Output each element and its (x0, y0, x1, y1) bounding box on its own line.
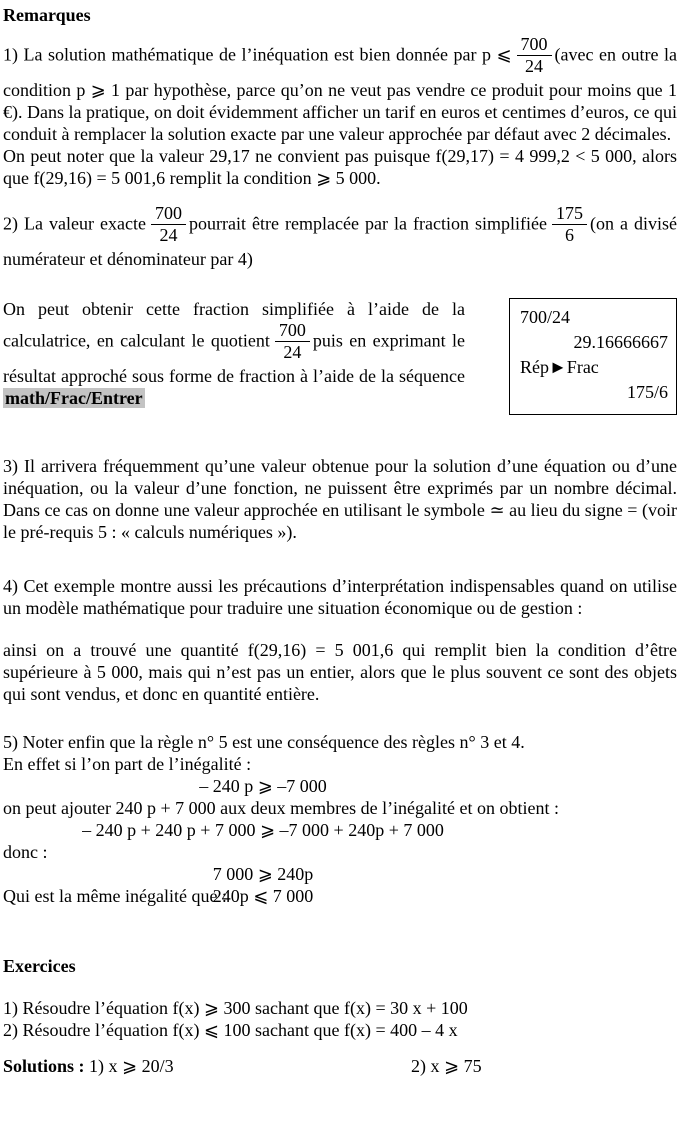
exercise-list (3, 997, 677, 1041)
equation-1: – 240 p ⩾ –7 000 (199, 776, 327, 796)
paragraph-4: 4) Cet exemple montre aussi les précautions d’interprétation indispensables quand on utilise un modèle mathématique pour traduire une situation économique ou de gestion : (3, 576, 677, 618)
fraction-700-24: $\frac{700}{24}$ (275, 320, 310, 365)
solutions-line (3, 1055, 677, 1077)
paragraph-5-line3: on peut ajouter 240 p + 7 000 aux deux membres de l’inégalité et on obtient : (3, 798, 560, 818)
paragraph-5-line4: donc : (3, 842, 48, 862)
calculator-screen-box (509, 298, 677, 415)
solution-2: 2) x ⩾ 75 (411, 1056, 482, 1076)
exercise-2: 2) Résoudre l’équation f(x) ⩽ 100 sachant que f(x) = 400 – 4 x (3, 1020, 458, 1040)
calculator-section (3, 298, 677, 415)
equation-4: 240p ⩽ 7 000 (212, 886, 314, 906)
equation-3: 7 000 ⩾ 240p (212, 864, 314, 884)
key-sequence-highlight: math/Frac/Entrer (5, 388, 143, 408)
solutions-label: Solutions : (3, 1056, 85, 1076)
equation-4-label: Qui est la même inégalité que : (3, 886, 227, 906)
equation-4-line (3, 885, 523, 907)
document-page (3, 4, 677, 1077)
paragraph-1-tail: (avec en outre la condition p ⩾ 1 par hypothèse, parce qu’on ne veut pas vendre ce produit pour moins que 1 €). Dans la pratique, on doit évidemment afficher un tarif en euros et centimes d’euros, ce qui conduit à remplacer la solution exacte par une valeur approchée par défaut avec 2 décimales. (3, 44, 677, 144)
paragraph-5-line1: 5) Noter enfin que la règle n° 5 est une conséquence des règles n° 3 et 4. (3, 732, 525, 752)
calc-screen-fraction-result: 175/6 (626, 382, 668, 402)
calculator-explanation (3, 298, 465, 415)
paragraph-5 (3, 731, 677, 907)
exercise-1: 1) Résoudre l’équation f(x) ⩾ 300 sachant que f(x) = 30 x + 100 (3, 998, 468, 1018)
equation-2: – 240 p + 240 p + 7 000 ⩾ –7 000 + 240p + 7 000 (82, 820, 444, 840)
paragraph-2 (3, 203, 677, 270)
exercices-heading: Exercices (3, 956, 76, 976)
remarques-heading: Remarques (3, 5, 91, 25)
paragraph-4-continued: ainsi on a trouvé une quantité f(29,16) = 5 001,6 qui remplit bien la condition d’être supérieure à 5 000, mais qui n’est pas un entier, alors que le plus souvent ce sont des objets qui sont vendus, et donc en quantité entière. (3, 640, 677, 704)
fraction-700-24: $\frac{700}{24}$ (151, 203, 186, 248)
paragraph-2-tail: (on a divisé numérateur et dénominateur par 4) (3, 213, 677, 269)
calc-text-mid: puis en exprimant le résultat approché sous forme de fraction à l’aide de la séquence (3, 330, 465, 386)
paragraph-2-lead: 2) La valeur exacte (3, 213, 146, 234)
paragraph-1-lead: 1) La solution mathématique de l’inéquation est bien donnée par p ⩽ (3, 44, 512, 65)
paragraph-1-note: On peut noter que la valeur 29,17 ne convient pas puisque f(29,17) = 4 999,2 < 5 000, alors que f(29,16) = 5 001,6 remplit la condition ⩾ 5 000. (3, 146, 677, 188)
calc-screen-command: Rép►Frac (520, 357, 599, 377)
calc-screen-decimal-result: 29.16666667 (573, 332, 668, 352)
solution-1: 1) x ⩾ 20/3 (89, 1056, 174, 1076)
paragraph-5-line2: En effet si l’on part de l’inégalité : (3, 754, 252, 774)
calc-text-lead: On peut obtenir cette fraction simplifiée à l’aide de la calculatrice, en calculant le quotient (3, 299, 465, 351)
paragraph-1 (3, 34, 677, 145)
fraction-175-6: $\frac{175}{6}$ (552, 203, 587, 248)
paragraph-3: 3) Il arrivera fréquemment qu’une valeur obtenue pour la solution d’une équation ou d’une inéquation, ou la valeur d’une fonction, ne puissent être exprimés par un nombre décimal. Dans ce cas on donne une valeur approchée en utilisant le symbole ≃ au lieu du signe = (voir le pré-requis 5 : « calculs numériques »). (3, 456, 677, 542)
calc-screen-input: 700/24 (520, 307, 571, 327)
fraction-700-24: $\frac{700}{24}$ (517, 34, 552, 79)
paragraph-2-mid: pourrait être remplacée par la fraction simplifiée (188, 213, 547, 234)
